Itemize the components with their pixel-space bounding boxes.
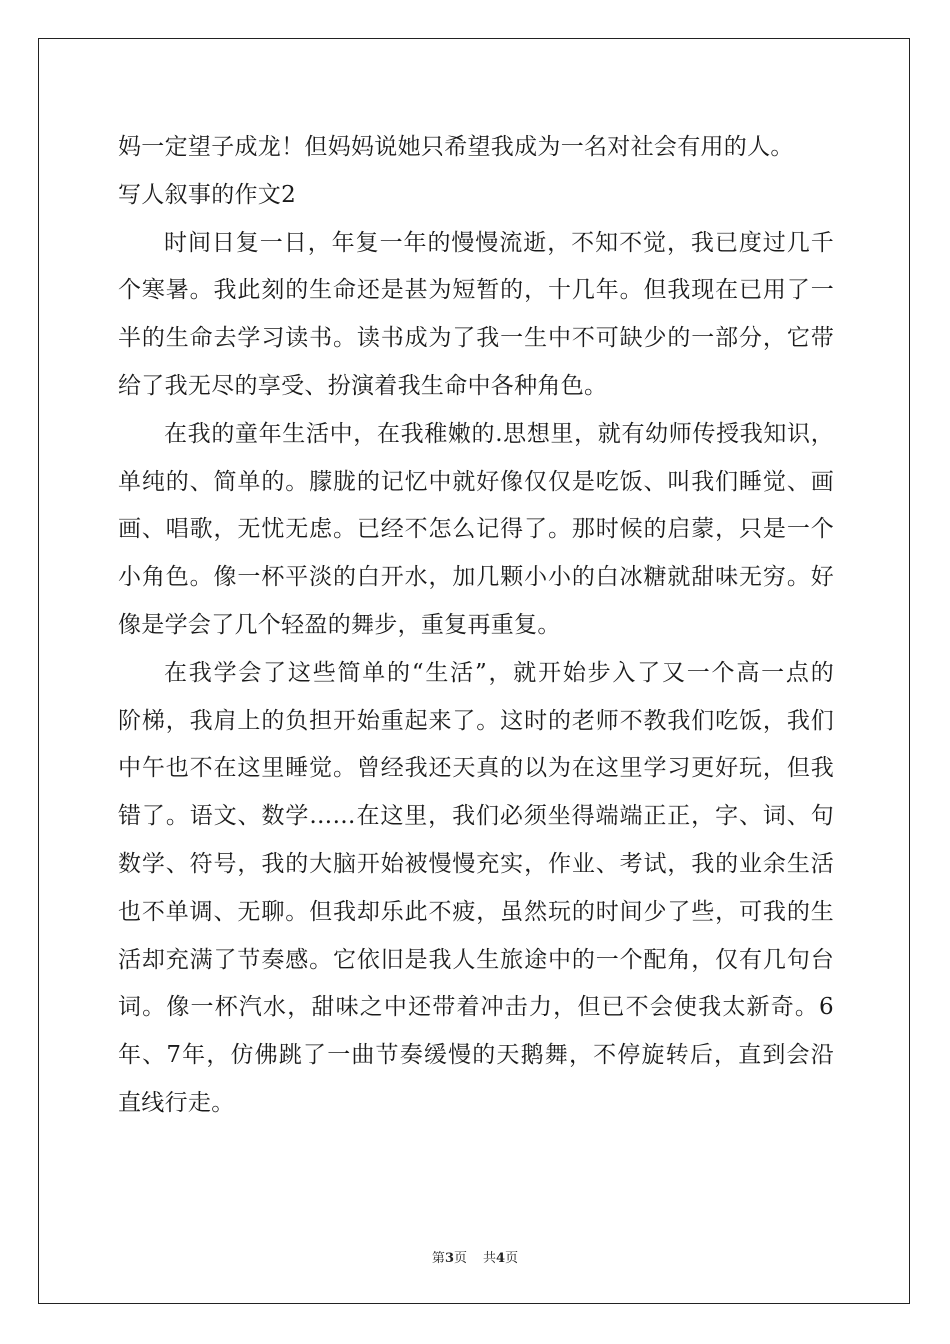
text-line: 个寒暑。我此刻的生命还是甚为短暂的，十几年。但我现在已用了一 xyxy=(118,277,834,304)
document-body xyxy=(118,124,834,1128)
text-line: 直线行走。 xyxy=(118,1089,235,1116)
text-line: 在我学会了这些简单的“生活”，就开始步入了又一个高一点的 xyxy=(164,659,834,686)
text-line: 年、7年，仿佛跳了一曲节奏缓慢的天鹅舞，不停旋转后，直到会沿 xyxy=(118,1042,834,1069)
text-line: 像是学会了几个轻盈的舞步，重复再重复。 xyxy=(118,611,561,638)
text-line: 给了我无尽的享受、扮演着我生命中各种角色。 xyxy=(118,372,608,399)
text-line: 单纯的、简单的。朦胧的记忆中就好像仅仅是吃饭、叫我们睡觉、画 xyxy=(118,468,834,495)
text-line: 画、唱歌，无忧无虑。已经不怎么记得了。那时候的启蒙，只是一个 xyxy=(118,516,834,543)
text-line: 阶梯，我肩上的负担开始重起来了。这时的老师不教我们吃饭，我们 xyxy=(118,707,834,734)
section-heading: 写人叙事的作文2 xyxy=(118,181,297,208)
text-line: 在我的童年生活中，在我稚嫩的.思想里，就有幼师传授我知识， xyxy=(164,420,834,447)
text-line: 小角色。像一杯平淡的白开水，加几颗小小的白冰糖就甜味无穷。好 xyxy=(118,564,834,591)
text-line: 活却充满了节奏感。它依旧是我人生旅途中的一个配角，仅有几句台 xyxy=(118,946,834,973)
text-line: 妈一定望子成龙！但妈妈说她只希望我成为一名对社会有用的人。 xyxy=(118,134,794,160)
text-line: 数学、符号，我的大脑开始被慢慢充实，作业、考试，我的业余生活 xyxy=(118,850,834,877)
total-pages: 共4页 xyxy=(483,1251,519,1266)
text-line: 错了。语文、数学……在这里，我们必须坐得端端正正，字、词、句 xyxy=(118,803,834,830)
page-number: 第3页 xyxy=(431,1251,467,1266)
text-line: 词。像一杯汽水，甜味之中还带着冲击力，但已不会使我太新奇。6 xyxy=(118,994,834,1021)
text-line: 半的生命去学习读书。读书成为了我一生中不可缺少的一部分，它带 xyxy=(118,325,834,352)
page-footer xyxy=(0,1247,950,1266)
text-line: 中午也不在这里睡觉。曾经我还天真的以为在这里学习更好玩，但我 xyxy=(118,755,834,782)
text-line: 时间日复一日，年复一年的慢慢流逝，不知不觉，我已度过几千 xyxy=(164,229,834,256)
text-line: 也不单调、无聊。但我却乐此不疲，虽然玩的时间少了些，可我的生 xyxy=(118,898,834,925)
